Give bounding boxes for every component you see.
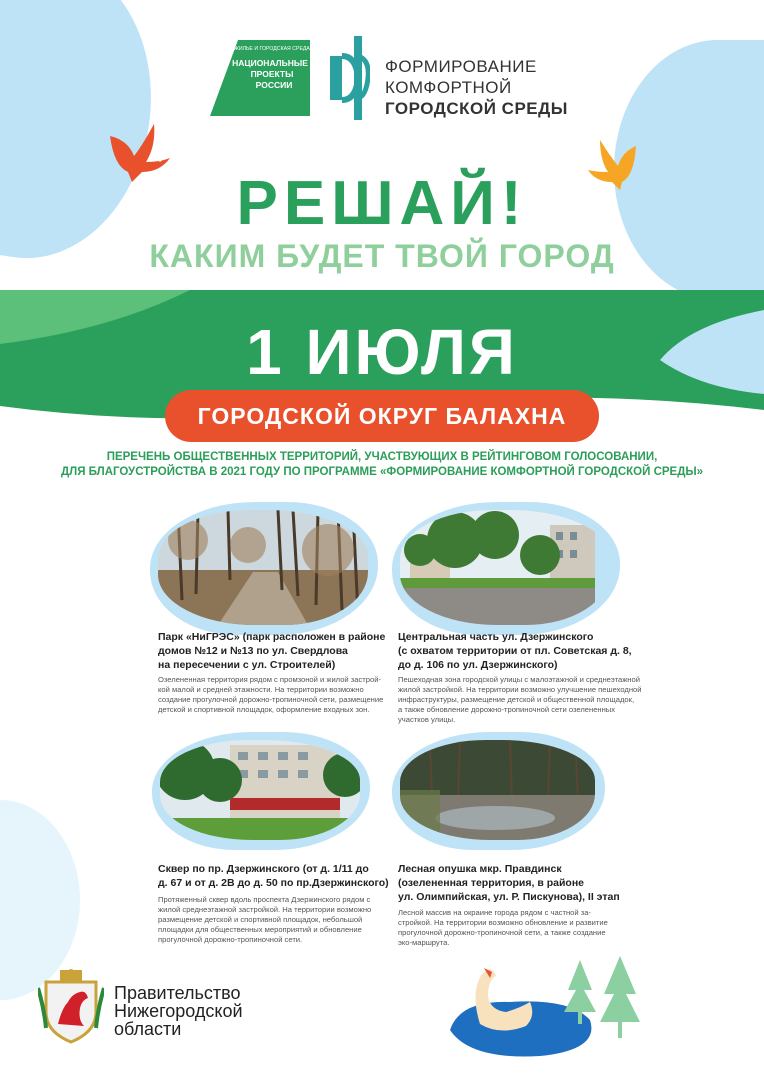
np-logo-line-2: ПРОЕКТЫ xyxy=(250,69,294,79)
government-name: Правительство Нижегородской области xyxy=(114,983,243,1039)
program-logo-line-3: ГОРОДСКОЙ СРЕДЫ xyxy=(385,99,568,118)
swan-lake-illustration xyxy=(440,950,670,1060)
territory-2-description: Пешеходная зона городской улицы с малоэтажной и среднеэтажной жилой застройкой. На территории возможно улучшение пешеходной инфраструктуры, размещение детской и общественной площадок, а также обновление дорожно-тропиночной сети озелененных участков улицы. xyxy=(398,675,642,724)
list-title-line-1: ПЕРЕЧЕНЬ ОБЩЕСТВЕННЫХ ТЕРРИТОРИЙ, УЧАСТВУЮЩИХ В РЕЙТИНГОВОМ ГОЛОСОВАНИИ, xyxy=(106,451,658,463)
photo-forest-pravdinsk xyxy=(400,740,595,840)
national-projects-logo xyxy=(210,40,310,116)
territory-1-description: Озелененная территория рядом с промзоной и жилой застрой- кой малой и средней этажности. На территории возможно создание прогулочной дорожно-тропиночной сети, размещение детской и спортивной площадок, оформление входных зон. xyxy=(158,675,384,714)
program-logo-line-1: ФОРМИРОВАНИЕ xyxy=(385,57,537,76)
photo-dzerzhinskogo-street xyxy=(400,510,610,625)
list-title-line-2: ДЛЯ БЛАГОУСТРОЙСТВА В 2021 ГОДУ ПО ПРОГРАММЕ «ФОРМИРОВАНИЕ КОМФОРТНОЙ ГОРОДСКОЙ СРЕДЫ» xyxy=(60,466,704,478)
program-logo-line-2: КОМФОРТНОЙ xyxy=(385,78,512,97)
coat-of-arms-icon xyxy=(38,968,104,1044)
territories-list-title xyxy=(40,450,724,480)
np-logo-small-text: ЖИЛЬЕ И ГОРОДСКАЯ СРЕДА xyxy=(234,46,310,52)
territory-2-title: Центральная часть ул. Дзержинского (с охватом территории от пл. Советская д. 8, до д. 106 по ул. Дзержинского) xyxy=(398,631,632,671)
headline-main: РЕШАЙ! xyxy=(236,169,528,238)
np-logo-line-3: РОССИИ xyxy=(255,80,293,90)
headline-sub: КАКИМ БУДЕТ ТВОЙ ГОРОД xyxy=(149,238,615,274)
territory-1-title: Парк «НиГРЭС» (парк расположен в районе домов №12 и №13 по ул. Свердлова на пересечении с ул. Строителей) xyxy=(158,631,386,671)
program-logo-icon xyxy=(330,36,370,120)
photo-park-nigres xyxy=(158,510,368,625)
np-logo-line-1: НАЦИОНАЛЬНЫЕ xyxy=(232,58,308,68)
event-date: 1 ИЮЛЯ xyxy=(246,316,518,388)
photo-dzerzhinskogo-square xyxy=(160,740,360,840)
territory-4-description: Лесной массив на окраине города рядом с частной за- стройкой. На территории возможно обновление и развитие прогулочной дорожно-тропиночной сети, а также создание эко-маршрута. xyxy=(398,908,608,947)
program-logo-text xyxy=(385,56,568,119)
territory-3-description: Протяженный сквер вдоль проспекта Дзержинского рядом с жилой среднеэтажной застройкой. На территории возможно размещение детской и спортивной площадок, небольшой площадки для общественных мероприятий и обновление прогулочной дорожно-тропиночной сети. xyxy=(158,895,372,944)
territory-4-title: Лесная опушка мкр. Правдинск (озелененная территория, в районе ул. Олимпийская, ул. Р. Пискунова), II этап xyxy=(398,863,620,903)
district-banner: ГОРОДСКОЙ ОКРУГ БАЛАХНА xyxy=(165,390,599,442)
territory-3-title: Сквер по пр. Дзержинского (от д. 1/11 до д. 67 и от д. 2В до д. 50 по пр.Дзержинского) xyxy=(158,863,389,889)
